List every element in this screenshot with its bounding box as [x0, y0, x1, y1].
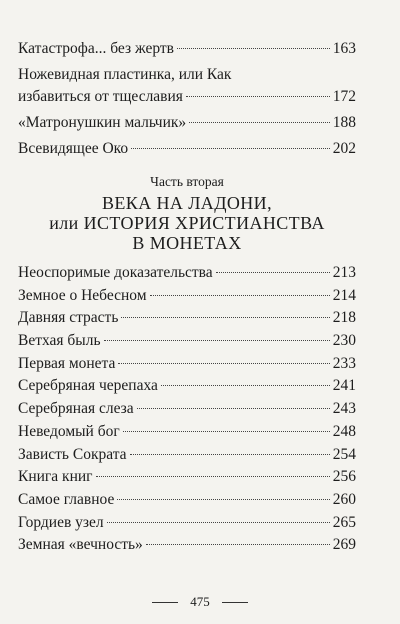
toc-entry-page: 233 — [332, 354, 356, 372]
toc-entry — [18, 353, 356, 375]
toc-entry — [18, 64, 356, 108]
dot-leader — [107, 522, 330, 523]
toc-entry — [18, 285, 356, 307]
toc-entry-title: Серебряная черепаха — [18, 377, 158, 395]
toc-entry — [18, 534, 356, 556]
toc-entry-page: 202 — [332, 140, 356, 157]
toc-entry — [18, 112, 356, 134]
toc-entry-page: 172 — [332, 88, 356, 105]
toc-entry-page: 254 — [332, 445, 356, 463]
toc-entry-title: Земная «вечность» — [18, 536, 143, 554]
dot-leader — [146, 544, 330, 545]
dot-leader — [117, 499, 329, 500]
toc-entry-title: «Матронушкин мальчик» — [18, 114, 187, 131]
toc-entry-page: 214 — [332, 286, 356, 304]
toc-entry-title: Давняя страсть — [18, 309, 119, 327]
toc-entry — [18, 444, 356, 466]
dot-leader — [96, 476, 330, 477]
toc-entry-page: 248 — [332, 422, 356, 440]
toc-entry-title: Первая монета — [18, 354, 116, 372]
toc-entry-title: Ножевидная пластинка, или Как — [18, 66, 232, 83]
toc-entry-page: 213 — [332, 264, 356, 281]
footer-rule-left — [152, 602, 178, 603]
toc-entry — [18, 38, 356, 60]
section-title-line: ВЕКА НА ЛАДОНИ, — [102, 193, 272, 213]
toc-entry — [18, 330, 356, 352]
toc-entry — [18, 398, 356, 420]
toc-entry-title: Гордиев узел — [18, 513, 104, 531]
toc-entry — [18, 466, 356, 488]
dot-leader — [131, 148, 330, 149]
dot-leader — [150, 295, 330, 296]
page-footer — [0, 594, 400, 610]
toc-entry-title: Серебряная слеза — [18, 400, 134, 418]
toc-entry-title: Книга книг — [18, 468, 93, 486]
toc-entry-title-continued: избавиться от тщеславия — [18, 88, 183, 105]
toc-list-part-one — [18, 38, 356, 160]
toc-entry-page: 241 — [332, 377, 356, 395]
table-of-contents — [18, 38, 356, 557]
dot-leader — [216, 272, 330, 273]
toc-list-part-two — [18, 262, 356, 556]
dot-leader — [123, 431, 330, 432]
toc-entry-title: Земное о Небесном — [18, 286, 147, 304]
toc-entry-page: 265 — [332, 513, 356, 531]
toc-entry-title: Неведомый бог — [18, 422, 120, 440]
toc-entry-page: 243 — [332, 400, 356, 418]
toc-entry-page: 230 — [332, 332, 356, 350]
dot-leader — [130, 454, 330, 455]
toc-entry-title: Зависть Сократа — [18, 445, 127, 463]
dot-leader — [104, 340, 330, 341]
toc-entry-title: Самое главное — [18, 490, 115, 508]
toc-entry — [18, 262, 356, 284]
dot-leader — [189, 122, 330, 123]
toc-entry — [18, 307, 356, 329]
toc-entry — [18, 421, 356, 443]
dot-leader — [186, 96, 330, 97]
toc-entry — [18, 375, 356, 397]
toc-entry — [18, 138, 356, 160]
dot-leader — [177, 48, 330, 49]
toc-entry-page: 218 — [332, 309, 356, 327]
toc-entry — [18, 489, 356, 511]
section-title-line: В МОНЕТАХ — [132, 233, 242, 253]
toc-entry-title: Всевидящее Око — [18, 140, 129, 157]
footer-rule-right — [222, 602, 248, 603]
toc-entry-title: Катастрофа... без жертв — [18, 40, 174, 57]
toc-entry-title: Ветхая быль — [18, 332, 101, 350]
dot-leader — [161, 385, 330, 386]
section-title-line: или ИСТОРИЯ ХРИСТИАНСТВА — [49, 213, 325, 233]
dot-leader — [137, 408, 330, 409]
toc-entry-title: Неоспоримые доказательства — [18, 264, 213, 281]
section-title — [18, 193, 356, 253]
part-heading: Часть вторая — [150, 174, 224, 189]
toc-entry-page: 260 — [332, 490, 356, 508]
dot-leader — [121, 317, 329, 318]
dot-leader — [118, 363, 329, 364]
toc-entry-page: 163 — [332, 40, 356, 57]
page-number: 475 — [190, 594, 210, 609]
toc-entry — [18, 512, 356, 534]
toc-entry-page: 256 — [332, 468, 356, 486]
toc-entry-page: 188 — [332, 114, 356, 131]
toc-entry-page: 269 — [332, 536, 356, 554]
